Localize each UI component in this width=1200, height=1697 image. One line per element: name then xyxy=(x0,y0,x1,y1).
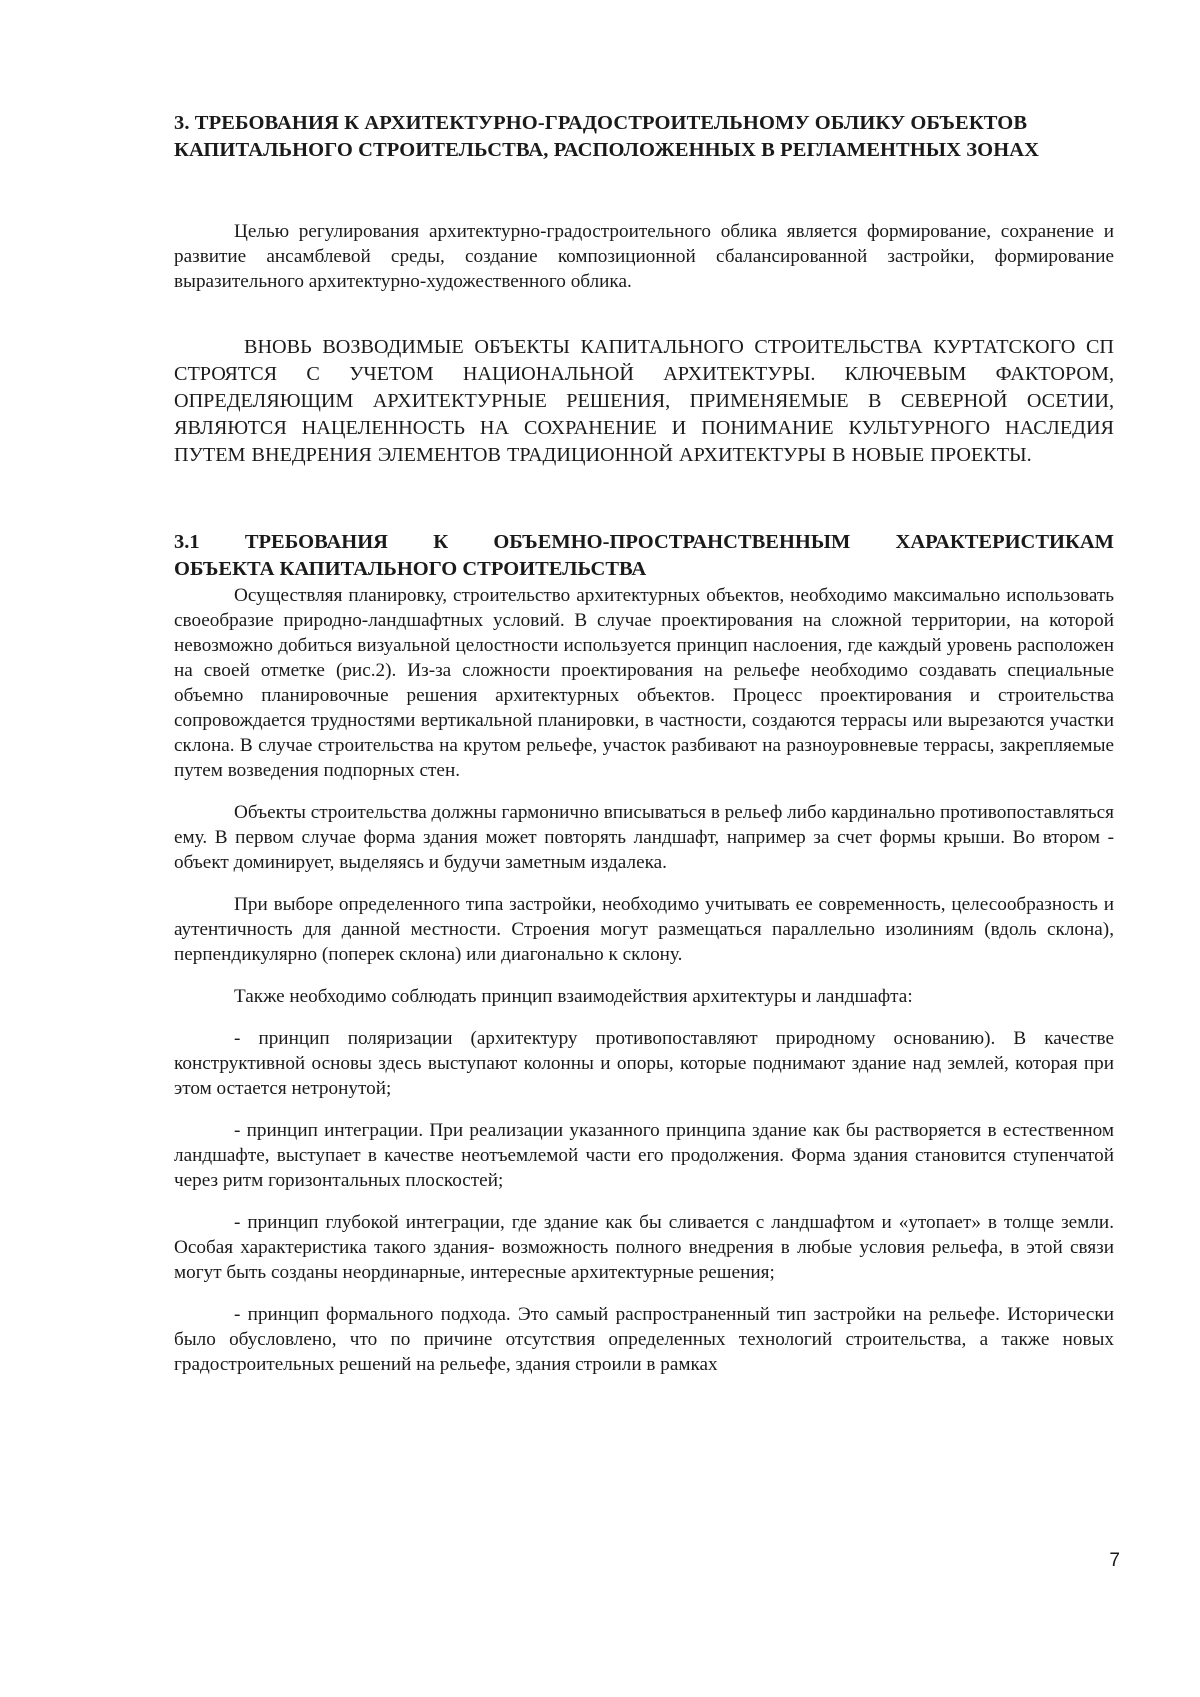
body-paragraph: При выборе определенного типа застройки, необходимо учитывать ее современность, целесообразность и аутентичность для данной местности. Строения могут размещаться параллельно изолиниям (вдоль склона), перпендикулярно (поперек склона) или диагонально к склону. xyxy=(174,894,1114,965)
list-item-paragraph: - принцип интеграции. При реализации указанного принципа здание как бы растворяется в естественном ландшафте, выступает в качестве неотъемлемой части его продолжения. Форма здания становится ступенчатой через ритм горизонтальных плоскостей; xyxy=(174,1120,1114,1191)
section-3-heading-line-1: 3. ТРЕБОВАНИЯ К АРХИТЕКТУРНО-ГРАДОСТРОИТЕЛЬНОМУ ОБЛИКУ ОБЪЕКТОВ xyxy=(174,112,1028,134)
caps-paragraph: ВНОВЬ ВОЗВОДИМЫЕ ОБЪЕКТЫ КАПИТАЛЬНОГО СТРОИТЕЛЬСТВА КУРТАТСКОГО СП СТРОЯТСЯ С УЧЕТОМ НАЦИОНАЛЬНОЙ АРХИТЕКТУРЫ. КЛЮЧЕВЫМ ФАКТОРОМ, ОПРЕДЕЛЯЮЩИМ АРХИТЕКТУРНЫЕ РЕШЕНИЯ, ПРИМЕНЯЕМЫЕ В СЕВЕРНОЙ ОСЕТИИ, ЯВЛЯЮТСЯ НАЦЕЛЕННОСТЬ НА СОХРАНЕНИЕ И ПОНИМАНИЕ КУЛЬТУРНОГО НАСЛЕДИЯ ПУТЕМ ВНЕДРЕНИЯ ЭЛЕМЕНТОВ ТРАДИЦИОННОЙ АРХИТЕКТУРЫ В НОВЫЕ ПРОЕКТЫ. xyxy=(174,336,1114,466)
page-content xyxy=(174,110,1114,1377)
list-item-paragraph: - принцип формального подхода. Это самый распространенный тип застройки на рельефе. Исторически было обусловлено, что по причине отсутствия определенных технологий строительства, а также новых градостроительных решений на рельефе, здания строили в рамках xyxy=(174,1304,1114,1375)
section-3-1-heading-line-2: ОБЪЕКТА КАПИТАЛЬНОГО СТРОИТЕЛЬСТВА xyxy=(174,558,647,580)
body-paragraph: Также необходимо соблюдать принцип взаимодействия архитектуры и ландшафта: xyxy=(234,986,913,1007)
section-3-heading xyxy=(174,110,1114,164)
body-paragraph: Осуществляя планировку, строительство архитектурных объектов, необходимо максимально использовать своеобразие природно-ландшафтных условий. В случае проектирования на сложной территории, на которой невозможно добиться визуальной целостности используется принцип наслоения, где каждый уровень расположен на своей отметке (рис.2). Из-за сложности проектирования на рельефе необходимо создавать специальные объемно планировочные решения архитектурных объектов. Процесс проектирования и строительства сопровождается трудностями вертикальной планировки, в частности, создаются террасы или вырезаются участки склона. В случае строительства на крутом рельефе, участок разбивают на разноуровневые террасы, закрепляемые путем возведения подпорных стен. xyxy=(174,585,1114,781)
section-3-1-heading xyxy=(174,529,1114,583)
intro-paragraph: Целью регулирования архитектурно-градостроительного облика является формирование, сохранение и развитие ансамблевой среды, создание композиционной сбалансированной застройки, формирование выразительного архитектурно-художественного облика. xyxy=(174,221,1114,292)
page-number: 7 xyxy=(1109,1550,1120,1571)
section-3-1-heading-line-1: 3.1 ТРЕБОВАНИЯ К ОБЪЕМНО-ПРОСТРАНСТВЕННЫМ ХАРАКТЕРИСТИКАМ xyxy=(174,531,1114,553)
list-item-paragraph: - принцип поляризации (архитектуру противопоставляют природному основанию). В качестве конструктивной основы здесь выступают колонны и опоры, которые поднимают здание над землей, которая при этом остается нетронутой; xyxy=(174,1028,1114,1099)
body-paragraph: Объекты строительства должны гармонично вписываться в рельеф либо кардинально противопоставляться ему. В первом случае форма здания может повторять ландшафт, например за счет формы крыши. Во втором - объект доминирует, выделяясь и будучи заметным издалека. xyxy=(174,802,1115,873)
list-item-paragraph: - принцип глубокой интеграции, где здание как бы сливается с ландшафтом и «утопает» в толще земли. Особая характеристика такого здания- возможность полного внедрения в любые условия рельефа, в этой связи могут быть созданы неординарные, интересные архитектурные решения; xyxy=(174,1212,1114,1283)
section-3-heading-line-2: КАПИТАЛЬНОГО СТРОИТЕЛЬСТВА, РАСПОЛОЖЕННЫХ В РЕГЛАМЕНТНЫХ ЗОНАХ xyxy=(174,139,1040,161)
